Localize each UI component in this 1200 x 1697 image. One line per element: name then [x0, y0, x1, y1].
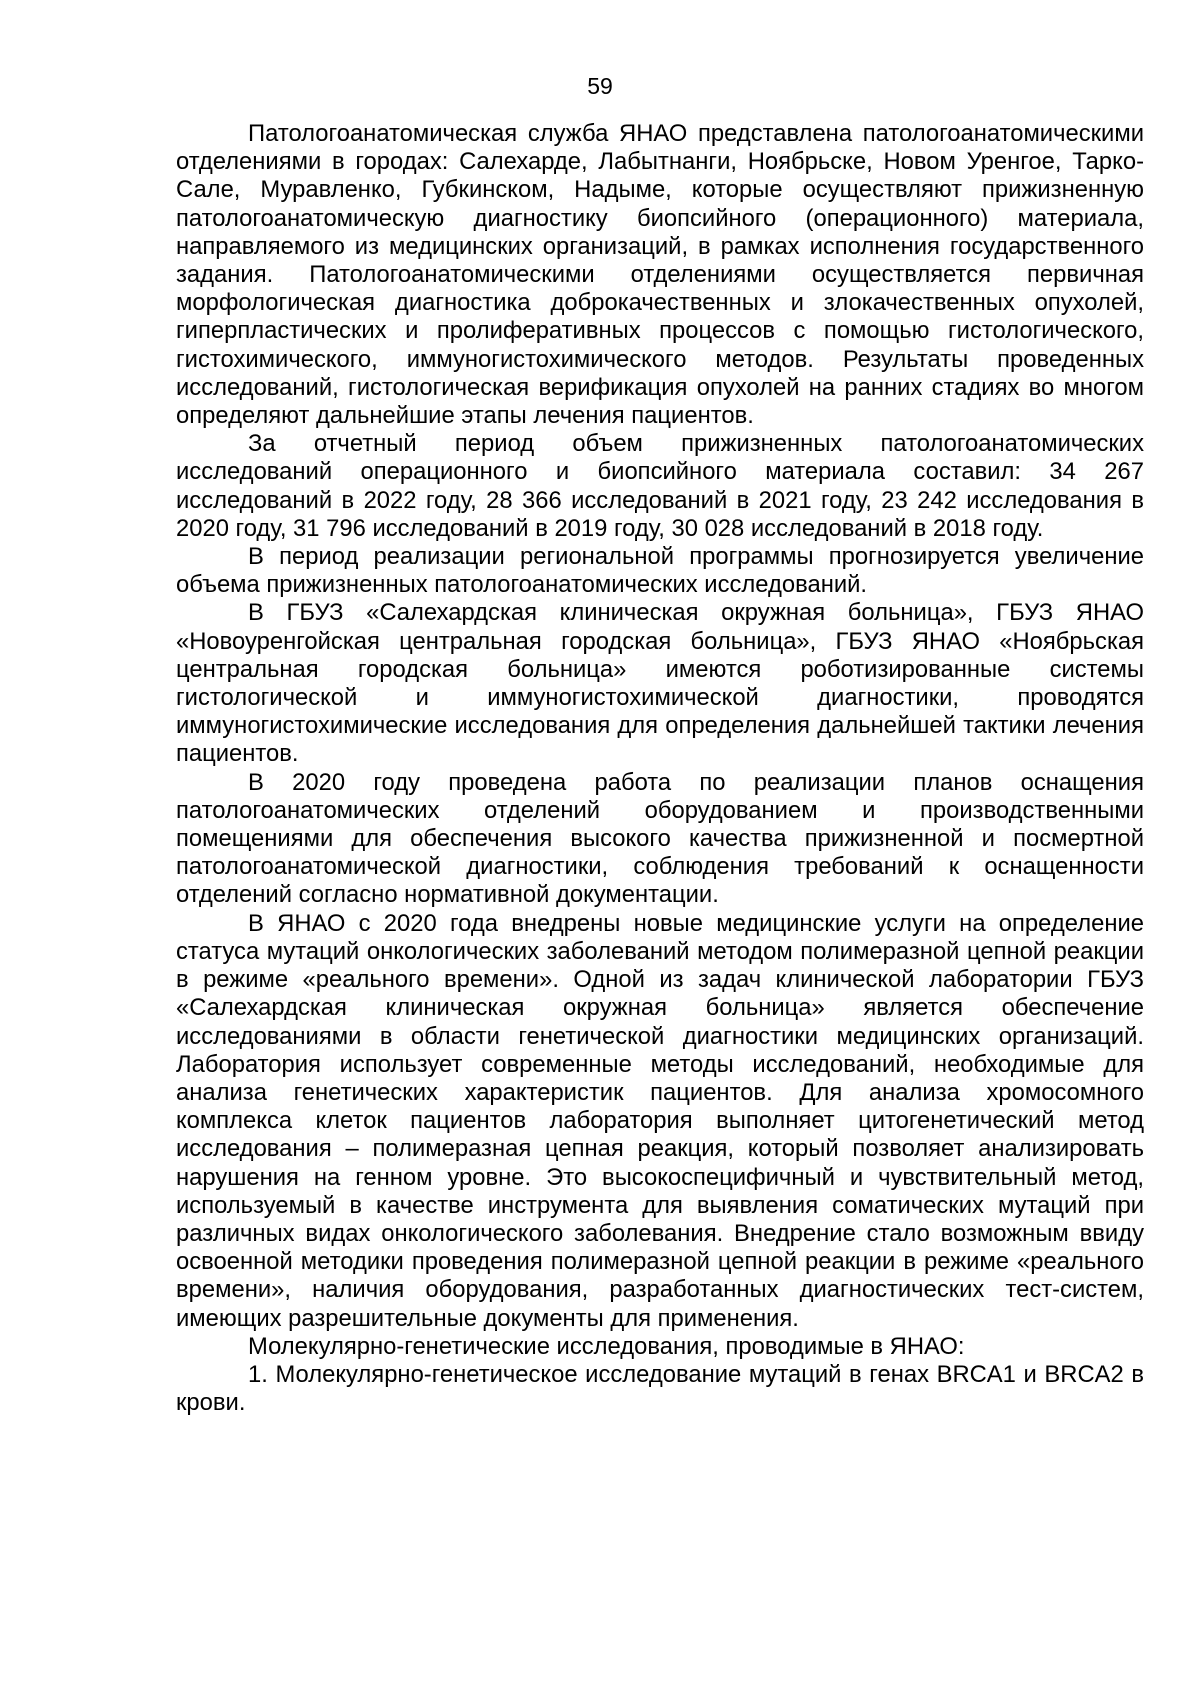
- paragraph-equipment-2020: В 2020 году проведена работа по реализации планов оснащения патологоанатомических отделений оборудованием и производственными помещениями для обеспечения высокого качества прижизненной и посмертной патологоанатомической диагностики, соблюдения требований к оснащенности отделений согласно нормативной документации.: [176, 768, 1144, 909]
- paragraph-pathology-service: Патологоанатомическая служба ЯНАО представлена патологоанатомическими отделениями в городах: Салехарде, Лабытнанги, Ноябрьске, Новом Уренгое, Тарко-Сале, Муравленко, Губкинском, Надыме, которые осуществляют прижизненную патологоанатомическую диагностику биопсийного (операционного) материала, направляемого из медицинских организаций, в рамках исполнения государственного задания. Патологоанатомическими отделениями осуществляется первичная морфологическая диагностика доброкачественных и злокачественных опухолей, гиперпластических и пролиферативных процессов с помощью гистологического, гистохимического, иммуногистохимического методов. Результаты проведенных исследований, гистологическая верификация опухолей на ранних стадиях во многом определяют дальнейшие этапы лечения пациентов.: [176, 120, 1144, 430]
- paragraph-research-volume: За отчетный период объем прижизненных патологоанатомических исследований операционного и биопсийного материала составил: 34 267 исследований в 2022 году, 28 366 исследований в 2021 году, 23 242 исследования в 2020 году, 31 796 исследований в 2019 году, 30 028 исследований в 2018 году.: [176, 430, 1144, 542]
- list-item-brca: 1. Молекулярно-генетическое исследование мутаций в генах BRCA1 и BRCA2 в крови.: [176, 1360, 1144, 1417]
- paragraph-pcr-services: В ЯНАО с 2020 года внедрены новые медицинские услуги на определение статуса мутаций онкологических заболеваний методом полимеразной цепной реакции в режиме «реального времени». Одной из задач клинической лаборатории ГБУЗ «Салехардская клиническая окружная больница» является обеспечение исследованиями в области генетической диагностики медицинских организаций. Лаборатория использует современные методы исследований, необходимые для анализа генетических характеристик пациентов. Для анализа хромосомного комплекса клеток пациентов лаборатория выполняет цитогенетический метод исследования – полимеразная цепная реакция, который позволяет анализировать нарушения на генном уровне. Это высокоспецифичный и чувствительный метод, используемый в качестве инструмента для выявления соматических мутаций при различных видах онкологического заболевания. Внедрение стало возможным ввиду освоенной методики проведения полимеразной цепной реакции в режиме «реального времени», наличия оборудования, разработанных диагностических тест-систем, имеющих разрешительные документы для применения.: [176, 909, 1144, 1332]
- paragraph-molecular-genetic-heading: Молекулярно-генетические исследования, проводимые в ЯНАО:: [248, 1332, 965, 1360]
- document-body: [176, 120, 1144, 1417]
- paragraph-program-forecast: В период реализации региональной программы прогнозируется увеличение объема прижизненных патологоанатомических исследований.: [176, 543, 1144, 599]
- paragraph-robotic-systems: В ГБУЗ «Салехардская клиническая окружная больница», ГБУЗ ЯНАО «Новоуренгойская центральная городская больница», ГБУЗ ЯНАО «Ноябрьская центральная городская больница» имеются роботизированные системы гистологической и иммуногистохимической диагностики, проводятся иммуногистохимические исследования для определения дальнейшей тактики лечения пациентов.: [176, 599, 1144, 768]
- page-number: 59: [587, 73, 613, 99]
